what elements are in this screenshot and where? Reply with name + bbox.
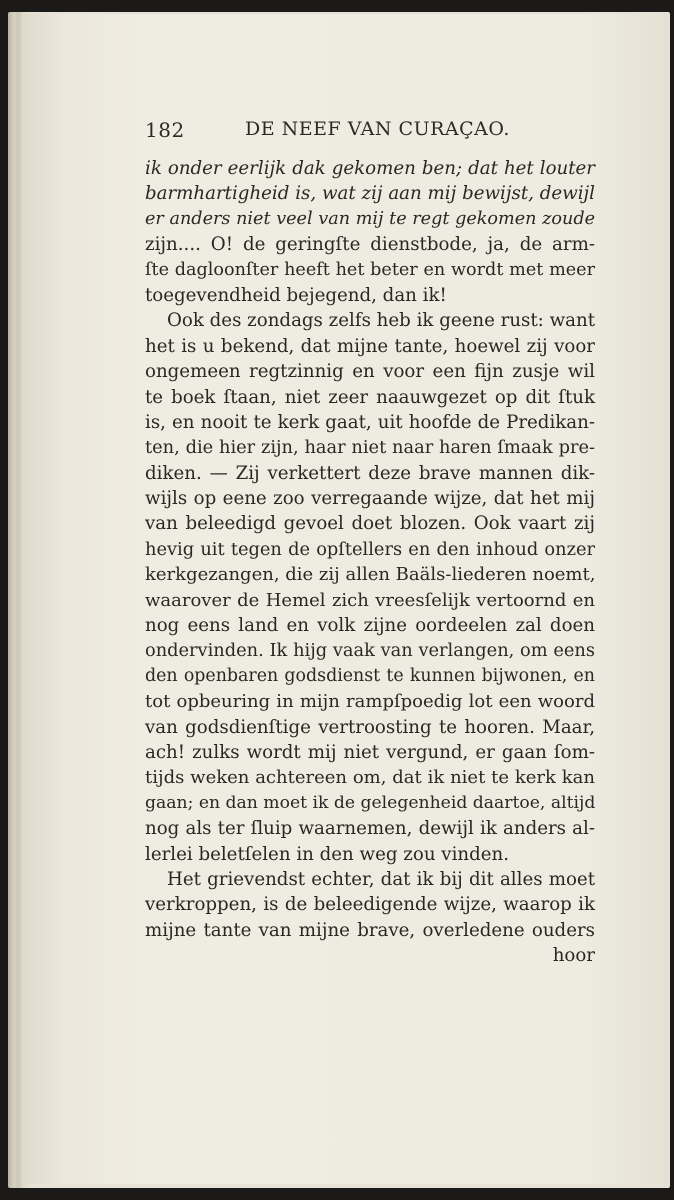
text-line: waarover de Hemel zich vreesſelijk vertoornd en xyxy=(145,589,595,611)
text-line: van godsdienſtige vertroosting te hooren. Maar, xyxy=(145,716,595,738)
text-line: nog als ter ſluip waarnemen, dewijl ik anders al- xyxy=(145,818,595,840)
text-line: is, en nooit te kerk gaat, uit hoofde de Predikan- xyxy=(145,411,595,433)
text-line: ondervinden. Ik hijg vaak van verlangen, om eens xyxy=(145,640,595,662)
text-line: lerlei beletſelen in den weg zou vinden. xyxy=(145,843,510,865)
text-line: ſte dagloonſter heeft het beter en wordt met meer xyxy=(145,259,595,280)
text-line: den openbaren godsdienst te kunnen bijwonen, en xyxy=(145,665,595,686)
text-line: van beleedigd gevoel doet blozen. Ook vaart zij xyxy=(145,513,595,535)
text-line: toegevendheid bejegend, dan ik! xyxy=(145,284,447,306)
text-line: het is u bekend, dat mijne tante, hoewel zij voor xyxy=(145,335,595,357)
text-line: nog eens land en volk zijne oordeelen zal doen xyxy=(145,615,595,637)
text-line: gaan; en dan moet ik de gelegenheid daartoe, altijd xyxy=(145,792,596,813)
page-header xyxy=(145,118,595,148)
text-line: verkroppen, is de beleedigende wijze, waarop ik xyxy=(145,894,595,916)
text-line: hevig uit tegen de opſtellers en den inhoud onzer xyxy=(145,538,595,560)
text-line: barmhartigheid is, wat zij aan mij bewijst, dewijl xyxy=(145,183,595,205)
text-line: ten, die hier zijn, haar niet naar haren ſmaak pre- xyxy=(145,437,595,459)
running-head: DE NEEF VAN CURAÇAO. xyxy=(245,118,510,140)
text-line: kerkgezangen, die zij allen Baäls-liederen noemt, xyxy=(145,564,596,586)
text-line: mijne tante van mijne brave, overledene ouders xyxy=(145,919,595,941)
text-line: tijds weken achtereen om, dat ik niet te kerk kan xyxy=(145,767,595,789)
page-number: 182 xyxy=(145,118,185,142)
text-line: ongemeen regtzinnig en voor een fijn zusje wil xyxy=(145,361,595,383)
catchword: hoor xyxy=(552,945,595,967)
text-line: zijn.... O! de geringſte dienstbode, ja, de arm- xyxy=(145,234,595,256)
text-line: er anders niet veel van mij te regt gekomen zoude xyxy=(145,208,595,229)
text-line: ach! zulks wordt mij niet vergund, er gaan ſom- xyxy=(145,741,595,763)
body-text xyxy=(145,156,595,969)
text-line: Het grievendst echter, dat ik bij dit alles moet xyxy=(167,868,595,890)
text-line: wijls op eene zoo verregaande wijze, dat het mij xyxy=(145,488,595,510)
text-line: diken. — Zij verkettert deze brave mannen dik- xyxy=(145,462,595,484)
text-line: Ook des zondags zelfs heb ik geene rust: want xyxy=(167,310,596,332)
text-line: te boek ſtaan, niet zeer naauwgezet op dit ſtuk xyxy=(145,386,595,408)
text-line: ik onder eerlijk dak gekomen ben; dat het louter xyxy=(145,158,595,179)
text-line: tot opbeuring in mijn rampſpoedig lot een woord xyxy=(145,691,595,713)
